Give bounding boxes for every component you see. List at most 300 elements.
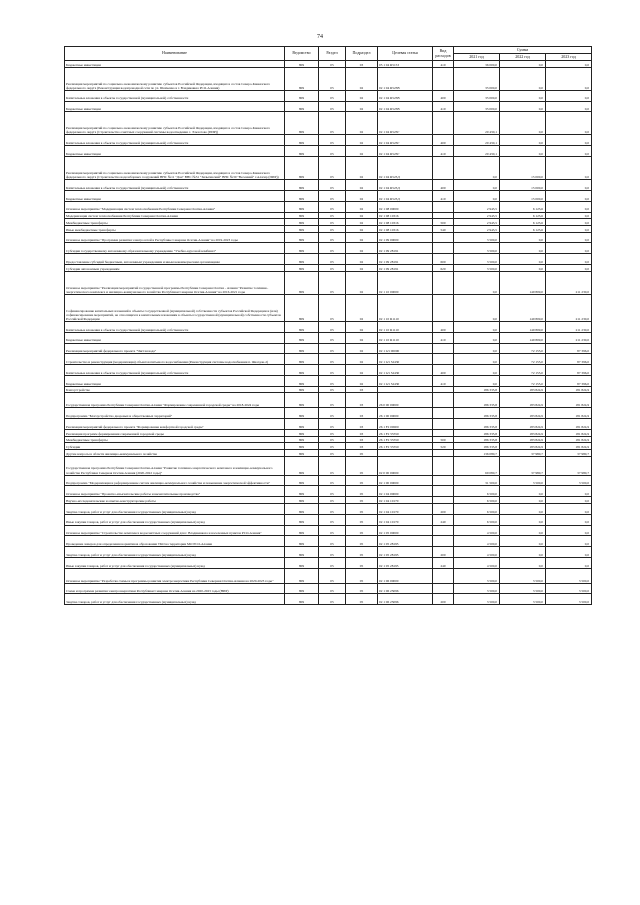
row-sum-2022: 6 123,6 bbox=[500, 225, 546, 232]
row-sum-2023: 0,0 bbox=[546, 101, 592, 112]
row-section: 05 bbox=[319, 243, 346, 254]
row-subsection: 03 bbox=[346, 408, 378, 419]
row-sum-2023: 181 824,9 bbox=[546, 443, 592, 450]
row-target: 02 1 10 R1110 bbox=[378, 332, 433, 343]
row-sum-2021: 2 943,5 bbox=[454, 225, 500, 232]
row-exp-type bbox=[433, 393, 454, 408]
table-row bbox=[65, 375, 592, 386]
row-sum-2022: 183 824,9 bbox=[500, 408, 546, 419]
row-exp-type bbox=[433, 568, 454, 583]
row-name: Капитальные вложения в объекты государственной (муниципальной) собственности bbox=[65, 135, 285, 146]
row-sum-2023: 0,0 bbox=[546, 90, 592, 101]
row-exp-type bbox=[433, 157, 454, 180]
row-dept: 809 bbox=[285, 343, 319, 354]
row-exp-type bbox=[433, 408, 454, 419]
row-section: 05 bbox=[319, 67, 346, 90]
row-exp-type bbox=[433, 67, 454, 90]
row-sum-2021: 2 943,5 bbox=[454, 219, 500, 226]
row-sum-2022: 149 809,0 bbox=[500, 294, 546, 321]
row-subsection: 05 bbox=[346, 547, 378, 558]
table-row bbox=[65, 201, 592, 212]
table-row bbox=[65, 212, 592, 219]
row-sum-2023: 211 230,0 bbox=[546, 294, 592, 321]
row-name: Иные закупки товаров, работ и услуг для обеспечения государственных (муниципальных) нужд bbox=[65, 514, 285, 525]
row-section: 05 bbox=[319, 101, 346, 112]
row-subsection: 03 bbox=[346, 443, 378, 450]
table-row bbox=[65, 254, 592, 265]
row-target: 02 1 04 R523Д bbox=[378, 190, 433, 201]
row-section: 05 bbox=[319, 594, 346, 605]
row-sum-2021: 6 500,0 bbox=[454, 503, 500, 514]
row-sum-2022: 3 500,0 bbox=[500, 594, 546, 605]
row-sum-2022: 0,0 bbox=[500, 254, 546, 265]
row-sum-2023: 0,0 bbox=[546, 180, 592, 191]
row-section: 05 bbox=[319, 557, 346, 568]
row-sum-2021: 3 500,0 bbox=[454, 232, 500, 243]
row-name: Основное мероприятие "Строительство комплекса водоочистных сооружений для г. Владикавказа и населенных пунктов РСО-Алания" bbox=[65, 525, 285, 536]
row-section: 05 bbox=[319, 294, 346, 321]
row-sum-2021: 0,0 bbox=[454, 375, 500, 386]
row-subsection: 05 bbox=[346, 449, 378, 456]
row-sum-2023: 0,0 bbox=[546, 201, 592, 212]
row-sum-2023: 0,0 bbox=[546, 112, 592, 135]
row-subsection: 02 bbox=[346, 225, 378, 232]
row-subsection: 05 bbox=[346, 503, 378, 514]
row-sum-2023: 0,0 bbox=[546, 547, 592, 558]
row-sum-2023: 0,0 bbox=[546, 525, 592, 536]
row-target: 02 1 08 00000 bbox=[378, 201, 433, 212]
row-sum-2023: 211 230,0 bbox=[546, 332, 592, 343]
row-name: Основное мероприятие "Проектно-изыскательские работы и вычислительные производства" bbox=[65, 486, 285, 497]
row-sum-2023: 0,0 bbox=[546, 265, 592, 272]
row-name: Государственная программа Республики Северная Осетия-Алания "Формирование современной городской среды" на 2018-2024 годы bbox=[65, 393, 285, 408]
row-dept: 809 bbox=[285, 525, 319, 536]
row-dept: 809 bbox=[285, 486, 319, 497]
row-exp-type bbox=[433, 419, 454, 430]
row-target: 02 1 06 25096 bbox=[378, 583, 433, 594]
row-name: Бюджетные инвестиции bbox=[65, 101, 285, 112]
table-row bbox=[65, 475, 592, 486]
row-dept: 809 bbox=[285, 583, 319, 594]
row-dept: 809 bbox=[285, 219, 319, 226]
row-exp-type: 410 bbox=[433, 101, 454, 112]
row-sum-2023: 3 500,0 bbox=[546, 583, 592, 594]
row-sum-2023: 0,0 bbox=[546, 146, 592, 157]
row-target: 02 1 04 R523Г bbox=[378, 112, 433, 135]
table-row bbox=[65, 157, 592, 180]
row-exp-type bbox=[433, 354, 454, 365]
row-section: 05 bbox=[319, 386, 346, 393]
row-sum-2021: 3 500,0 bbox=[454, 568, 500, 583]
row-name: Бюджетные инвестиции bbox=[65, 332, 285, 343]
row-subsection: 02 bbox=[346, 365, 378, 376]
row-dept: 809 bbox=[285, 386, 319, 393]
row-subsection: 05 bbox=[346, 486, 378, 497]
row-subsection: 05 bbox=[346, 514, 378, 525]
row-name: Иные межбюджетные трансферты bbox=[65, 225, 285, 232]
row-exp-type bbox=[433, 456, 454, 475]
row-target: 02 1 06 25096 bbox=[378, 594, 433, 605]
row-name: Закупка товаров, работ и услуг для обеспечения государственных (муниципальных) нужд bbox=[65, 547, 285, 558]
table-row bbox=[65, 354, 592, 365]
row-subsection: 05 bbox=[346, 536, 378, 547]
row-section: 05 bbox=[319, 354, 346, 365]
row-sum-2021: 31 500,0 bbox=[454, 475, 500, 486]
row-sum-2022: 0,0 bbox=[500, 525, 546, 536]
row-dept: 809 bbox=[285, 146, 319, 157]
row-exp-type: 410 bbox=[433, 146, 454, 157]
row-subsection: 05 bbox=[346, 583, 378, 594]
row-name: Иные закупки товаров, работ и услуг для обеспечения государственных (муниципальных) нужд bbox=[65, 557, 285, 568]
row-sum-2023: 0,0 bbox=[546, 497, 592, 504]
row-target: 02 1 04 10170 bbox=[378, 503, 433, 514]
row-sum-2022: 183 824,9 bbox=[500, 419, 546, 430]
row-sum-2023: 87 396,0 bbox=[546, 375, 592, 386]
row-sum-2022: 0,0 bbox=[500, 146, 546, 157]
row-subsection: 02 bbox=[346, 243, 378, 254]
row-target: 02 1 09 00000 bbox=[378, 232, 433, 243]
row-name: Капитальные вложения в объекты государственной (муниципальной) собственности bbox=[65, 180, 285, 191]
row-sum-2023: 0,0 bbox=[546, 503, 592, 514]
table-row bbox=[65, 503, 592, 514]
row-dept: 809 bbox=[285, 536, 319, 547]
table-row bbox=[65, 180, 592, 191]
row-subsection: 03 bbox=[346, 386, 378, 393]
row-section: 05 bbox=[319, 112, 346, 135]
row-sum-2021: 6 500,0 bbox=[454, 497, 500, 504]
row-sum-2023: 0,0 bbox=[546, 190, 592, 201]
row-sum-2021: 186 335,8 bbox=[454, 393, 500, 408]
header-name: Наименование bbox=[65, 47, 285, 61]
row-sum-2022: 37 980,7 bbox=[500, 456, 546, 475]
row-sum-2023: 181 824,9 bbox=[546, 408, 592, 419]
row-sum-2023: 0,0 bbox=[546, 232, 592, 243]
row-subsection: 02 bbox=[346, 90, 378, 101]
row-target: 26 1 F2 55550 bbox=[378, 436, 433, 443]
row-section: 05 bbox=[319, 232, 346, 243]
row-sum-2021: 35 000,0 bbox=[454, 101, 500, 112]
row-sum-2021: 6 500,0 bbox=[454, 486, 500, 497]
row-name: Схема и программа развития электроэнергетики Республики Северная Осетия-Алания на 2020-2023 годы (НИР) bbox=[65, 583, 285, 594]
row-sum-2021: 4 500,0 bbox=[454, 525, 500, 536]
table-row bbox=[65, 112, 592, 135]
row-exp-type bbox=[433, 449, 454, 456]
row-name: Капитальные вложения в объекты государственной (муниципальной) собственности bbox=[65, 365, 285, 376]
row-subsection: 05 bbox=[346, 568, 378, 583]
row-sum-2022: 183 824,9 bbox=[500, 386, 546, 393]
row-dept: 809 bbox=[285, 429, 319, 436]
row-sum-2022: 149 809,0 bbox=[500, 271, 546, 294]
row-target: 02 1 09 28191 bbox=[378, 254, 433, 265]
row-subsection: 03 bbox=[346, 393, 378, 408]
row-section: 05 bbox=[319, 190, 346, 201]
row-sum-2021: 0,0 bbox=[454, 190, 500, 201]
row-dept: 809 bbox=[285, 475, 319, 486]
row-sum-2022: 183 824,9 bbox=[500, 429, 546, 436]
row-sum-2021: 4 500,0 bbox=[454, 547, 500, 558]
row-section: 05 bbox=[319, 393, 346, 408]
row-name: Основное мероприятие "Реализация мероприятий государственной программы Республики Северная Осетия - Алания "Развитие топливно-энергетического комплекса и жилищно-коммунального хозяйства Республики Северная Осетия-Алания" на 2016-2021 годы bbox=[65, 271, 285, 294]
row-section: 05 bbox=[319, 254, 346, 265]
row-sum-2021: 3 500,0 bbox=[454, 583, 500, 594]
row-dept: 809 bbox=[285, 443, 319, 450]
row-sum-2021: 0,0 bbox=[454, 157, 500, 180]
row-sum-2022: 72 155,0 bbox=[500, 354, 546, 365]
table-row bbox=[65, 525, 592, 536]
row-dept: 809 bbox=[285, 112, 319, 135]
table-row bbox=[65, 190, 592, 201]
row-subsection: 05 bbox=[346, 475, 378, 486]
row-sum-2023: 87 396,0 bbox=[546, 354, 592, 365]
row-subsection: 02 bbox=[346, 157, 378, 180]
row-exp-type: 410 bbox=[433, 375, 454, 386]
row-exp-type bbox=[433, 475, 454, 486]
row-sum-2021: 186 335,8 bbox=[454, 443, 500, 450]
row-dept: 809 bbox=[285, 271, 319, 294]
row-sum-2022: 0,0 bbox=[500, 557, 546, 568]
row-name: Бюджетные инвестиции bbox=[65, 190, 285, 201]
row-sum-2021: 0,0 bbox=[454, 180, 500, 191]
row-exp-type: 200 bbox=[433, 503, 454, 514]
table-row bbox=[65, 386, 592, 393]
table-row bbox=[65, 90, 592, 101]
row-target: 02 1 05 28195 bbox=[378, 547, 433, 558]
row-dept: 809 bbox=[285, 547, 319, 558]
row-target: 02 1 G5 52430 bbox=[378, 354, 433, 365]
row-sum-2021: 0,0 bbox=[454, 294, 500, 321]
row-section: 05 bbox=[319, 180, 346, 191]
row-name: Реализация мероприятий по социально-экономическому развитию субъектов Российской Федерации, входящих в состав Северо-Кавказского федерального округа (Строительство очистных сооружений системы водоотведения с. Эльхотово (ПИР)) bbox=[65, 112, 285, 135]
row-exp-type: 500 bbox=[433, 436, 454, 443]
row-sum-2022: 3 500,0 bbox=[500, 568, 546, 583]
row-exp-type bbox=[433, 232, 454, 243]
row-sum-2022: 6 123,6 bbox=[500, 212, 546, 219]
row-subsection: 02 bbox=[346, 343, 378, 354]
row-name: Реализация мероприятий федерального проекта "Формирование комфортной городской среды" bbox=[65, 419, 285, 430]
row-section: 05 bbox=[319, 456, 346, 475]
row-target: 02 1 04 R523Д bbox=[378, 180, 433, 191]
row-sum-2022: 72 155,0 bbox=[500, 365, 546, 376]
row-dept: 809 bbox=[285, 449, 319, 456]
table-row bbox=[65, 101, 592, 112]
row-dept: 809 bbox=[285, 157, 319, 180]
row-name: Субсидии автономным учреждениям bbox=[65, 265, 285, 272]
row-section: 05 bbox=[319, 90, 346, 101]
row-sum-2022: 6 123,6 bbox=[500, 219, 546, 226]
row-dept: 809 bbox=[285, 212, 319, 219]
row-target: 02 1 G5 52430 bbox=[378, 365, 433, 376]
row-target: 05 1 04 R5153 bbox=[378, 61, 433, 68]
row-section: 05 bbox=[319, 583, 346, 594]
row-dept: 809 bbox=[285, 294, 319, 321]
row-exp-type bbox=[433, 212, 454, 219]
row-sum-2022: 72 155,0 bbox=[500, 375, 546, 386]
row-subsection: 05 bbox=[346, 594, 378, 605]
row-exp-type: 200 bbox=[433, 594, 454, 605]
table-row bbox=[65, 594, 592, 605]
row-sum-2021: 136 080,7 bbox=[454, 449, 500, 456]
table-row bbox=[65, 443, 592, 450]
row-sum-2022: 0,0 bbox=[500, 232, 546, 243]
row-name: Проведение замеров для определения нормативов образования ТКО на территории МО РСО-Алания bbox=[65, 536, 285, 547]
table-row bbox=[65, 146, 592, 157]
row-sum-2023: 0,0 bbox=[546, 486, 592, 497]
row-name: Государственная программа Республики Северная Осетия-Алания "Развитие топливно-энергетического комплекса и жилищно-коммунального хозяйства Республики Северная Осетия-Алания (2020-2022 годы)" bbox=[65, 456, 285, 475]
row-sum-2022: 0,0 bbox=[500, 61, 546, 68]
row-dept: 809 bbox=[285, 503, 319, 514]
table-row bbox=[65, 497, 592, 504]
table-row bbox=[65, 135, 592, 146]
row-name: Субсидии bbox=[65, 443, 285, 450]
header-exp-type: Вид расходов bbox=[433, 47, 454, 61]
row-target bbox=[378, 386, 433, 393]
row-exp-type bbox=[433, 536, 454, 547]
table-row bbox=[65, 436, 592, 443]
row-sum-2022: 0,0 bbox=[500, 112, 546, 135]
table-row bbox=[65, 419, 592, 430]
row-dept: 809 bbox=[285, 135, 319, 146]
row-target: 02 1 10 R1110 bbox=[378, 321, 433, 332]
row-sum-2023: 181 824,9 bbox=[546, 429, 592, 436]
row-sum-2022: 149 809,0 bbox=[500, 332, 546, 343]
row-sum-2021: 186 335,8 bbox=[454, 419, 500, 430]
row-sum-2023: 0,0 bbox=[546, 67, 592, 90]
row-sum-2022: 15 000,0 bbox=[500, 157, 546, 180]
row-target: 02 1 04 R523B bbox=[378, 67, 433, 90]
row-name: Закупка товаров, работ и услуг для обеспечения государственных (муниципальных) нужд bbox=[65, 594, 285, 605]
row-exp-type bbox=[433, 583, 454, 594]
row-section: 05 bbox=[319, 568, 346, 583]
row-target: 02 1 04 10170 bbox=[378, 497, 433, 504]
row-sum-2022: 0,0 bbox=[500, 265, 546, 272]
row-name: Строительство и реконструкция (модернизация) объектов питьевого водоснабжения (Реконструкция системы водоснабжения п. Фиагдон-2) bbox=[65, 354, 285, 365]
row-dept: 809 bbox=[285, 61, 319, 68]
row-section: 05 bbox=[319, 157, 346, 180]
row-name: Межбюджетные трансферты bbox=[65, 436, 285, 443]
row-target: 02 1 04 R523B bbox=[378, 101, 433, 112]
row-target: 02 1 05 00000 bbox=[378, 525, 433, 536]
row-exp-type: 400 bbox=[433, 180, 454, 191]
row-name: Капитальные вложения в объекты государственной (муниципальной) собственности bbox=[65, 90, 285, 101]
budget-table bbox=[64, 46, 592, 605]
row-target: 02 1 04 10170 bbox=[378, 514, 433, 525]
table-row bbox=[65, 408, 592, 419]
row-sum-2022: 0,0 bbox=[500, 90, 546, 101]
row-sum-2021: 186 335,8 bbox=[454, 408, 500, 419]
row-name: Реализация мероприятий федерального проекта "Чистая вода" bbox=[65, 343, 285, 354]
row-section: 05 bbox=[319, 225, 346, 232]
row-name: Бюджетные инвестиции bbox=[65, 61, 285, 68]
row-sum-2021: 186 335,8 bbox=[454, 436, 500, 443]
row-dept: 809 bbox=[285, 375, 319, 386]
row-dept: 809 bbox=[285, 243, 319, 254]
row-sum-2021: 4 500,0 bbox=[454, 536, 500, 547]
row-exp-type bbox=[433, 486, 454, 497]
row-dept: 809 bbox=[285, 201, 319, 212]
row-dept: 809 bbox=[285, 568, 319, 583]
row-exp-type bbox=[433, 201, 454, 212]
row-subsection: 02 bbox=[346, 294, 378, 321]
header-2023: 2023 год bbox=[546, 54, 592, 61]
header-2021: 2021 год bbox=[454, 54, 500, 61]
row-dept: 809 bbox=[285, 254, 319, 265]
row-exp-type: 410 bbox=[433, 190, 454, 201]
row-dept: 809 bbox=[285, 419, 319, 430]
row-subsection: 03 bbox=[346, 429, 378, 436]
table-row bbox=[65, 61, 592, 68]
row-sum-2021: 35 000,0 bbox=[454, 67, 500, 90]
row-section: 05 bbox=[319, 449, 346, 456]
table-body bbox=[65, 61, 592, 605]
row-sum-2023: 87 396,0 bbox=[546, 365, 592, 376]
row-dept: 809 bbox=[285, 67, 319, 90]
row-exp-type: 240 bbox=[433, 514, 454, 525]
table-row bbox=[65, 583, 592, 594]
row-section: 05 bbox=[319, 135, 346, 146]
row-target: 02 1 G5 00000 bbox=[378, 343, 433, 354]
row-sum-2022: 0,0 bbox=[500, 101, 546, 112]
row-target: 26 1 00 00000 bbox=[378, 408, 433, 419]
row-sum-2022: 0,0 bbox=[500, 497, 546, 504]
row-sum-2023: 0,0 bbox=[546, 212, 592, 219]
row-sum-2023: 0,0 bbox=[546, 514, 592, 525]
row-subsection: 02 bbox=[346, 254, 378, 265]
row-dept: 809 bbox=[285, 332, 319, 343]
row-subsection: 02 bbox=[346, 375, 378, 386]
row-sum-2021: 69 080,7 bbox=[454, 456, 500, 475]
row-target: 26 1 F2 55550 bbox=[378, 443, 433, 450]
table-row bbox=[65, 514, 592, 525]
row-section: 05 bbox=[319, 514, 346, 525]
row-target: 02 1 00 00000 bbox=[378, 475, 433, 486]
row-sum-2023: 3 500,0 bbox=[546, 475, 592, 486]
row-dept: 809 bbox=[285, 408, 319, 419]
row-name: Другие вопросы в области жилищно-коммунального хозяйства bbox=[65, 449, 285, 456]
row-sum-2021: 3 500,0 bbox=[454, 594, 500, 605]
row-target: 02 1 05 28195 bbox=[378, 557, 433, 568]
row-name: Реализация мероприятий по социально-экономическому развитию субъектов Российской Федерации, входящих в состав Северо-Кавказского федерального округа (Строительство водозаборных сооружений ВНС №11 "Дон" ВНС №31 "Зильгинский" ВНС №30 "Весенний" г.Алагир (ПИР)) bbox=[65, 157, 285, 180]
row-exp-type: 540 bbox=[433, 225, 454, 232]
row-subsection: 02 bbox=[346, 265, 378, 272]
row-dept: 809 bbox=[285, 436, 319, 443]
row-subsection: 02 bbox=[346, 101, 378, 112]
table-row bbox=[65, 486, 592, 497]
row-section: 05 bbox=[319, 443, 346, 450]
row-name: Реализация программ формирования современной городской среды bbox=[65, 429, 285, 436]
row-sum-2021: 0,0 bbox=[454, 321, 500, 332]
row-section: 05 bbox=[319, 408, 346, 419]
row-sum-2023: 0,0 bbox=[546, 243, 592, 254]
row-sum-2021: 0,0 bbox=[454, 343, 500, 354]
table-row bbox=[65, 393, 592, 408]
row-target: 02 1 09 28191 bbox=[378, 243, 433, 254]
row-exp-type: 400 bbox=[433, 135, 454, 146]
row-section: 05 bbox=[319, 436, 346, 443]
row-subsection: 02 bbox=[346, 67, 378, 90]
row-subsection: 03 bbox=[346, 419, 378, 430]
row-exp-type bbox=[433, 386, 454, 393]
row-dept: 809 bbox=[285, 456, 319, 475]
row-target: 02 0 00 00000 bbox=[378, 456, 433, 475]
row-exp-type bbox=[433, 497, 454, 504]
row-target bbox=[378, 449, 433, 456]
row-name: Закупка товаров, работ и услуг для обеспечения государственных (муниципальных) нужд bbox=[65, 503, 285, 514]
row-name: Бюджетные инвестиции bbox=[65, 375, 285, 386]
row-subsection: 05 bbox=[346, 456, 378, 475]
row-subsection: 02 bbox=[346, 219, 378, 226]
row-sum-2022: 37 980,7 bbox=[500, 449, 546, 456]
row-sum-2022: 183 824,9 bbox=[500, 443, 546, 450]
